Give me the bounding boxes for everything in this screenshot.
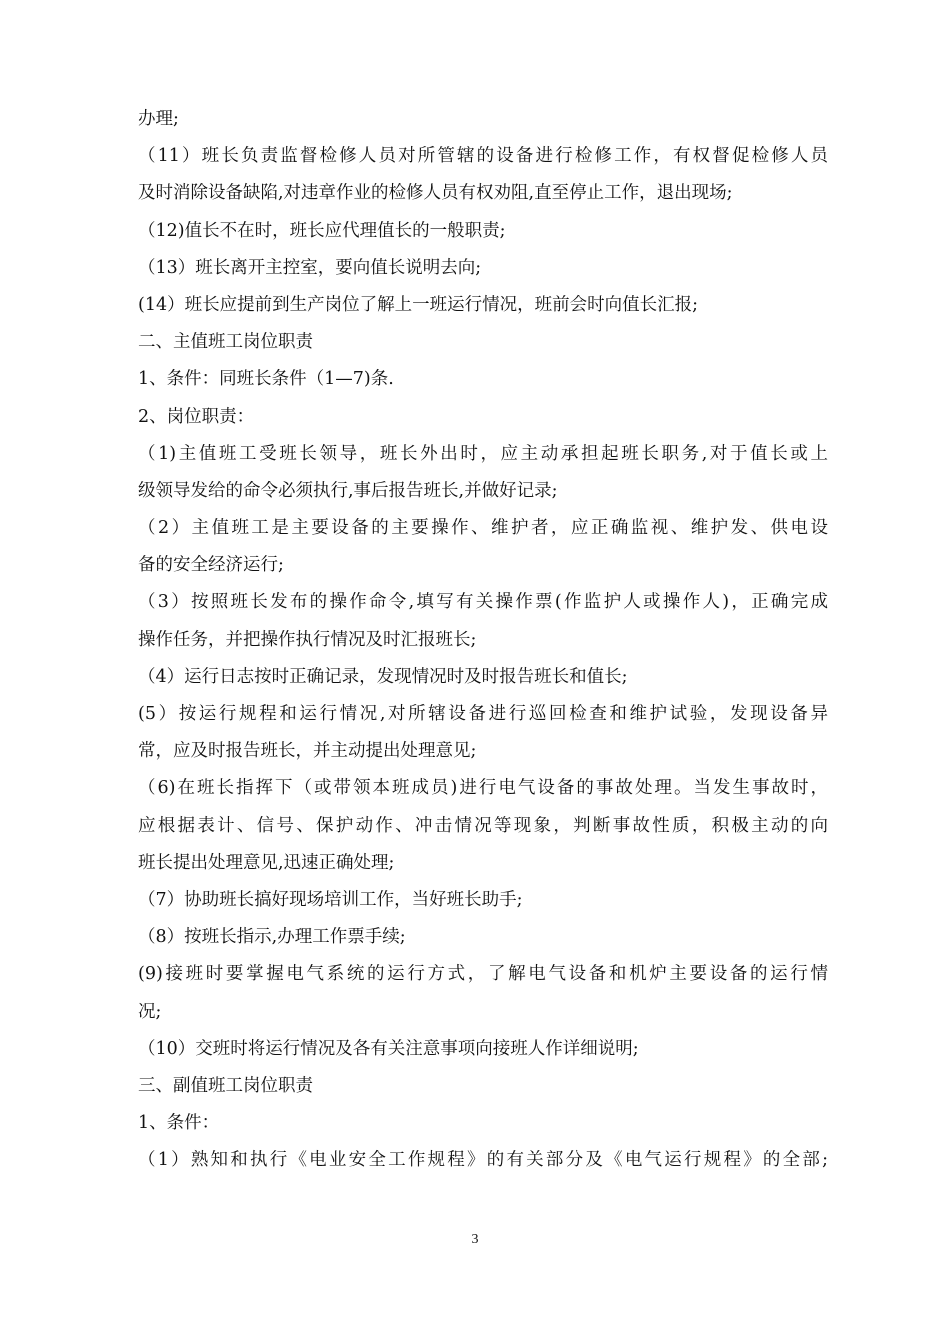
text-line: 1、条件：同班长条件（1—7)条. xyxy=(138,369,394,390)
text-line: （7）协助班长搞好现场培训工作，当好班长助手; xyxy=(138,889,523,910)
text-line: （1）熟知和执行《电业安全工作规程》的有关部分及《电气运行规程》的全部; xyxy=(138,1150,828,1171)
text-line: 应根据表计、信号、保护动作、冲击情况等现象，判断事故性质，积极主动的向 xyxy=(138,815,828,836)
text-line: 办理; xyxy=(138,109,179,129)
text-line: 2、岗位职责： xyxy=(138,406,255,427)
text-line: （11）班长负责监督检修人员对所管辖的设备进行检修工作，有权督促检修人员 xyxy=(138,146,828,167)
text-line: 常，应及时报告班长，并主动提出处理意见; xyxy=(138,741,477,762)
text-line: 况; xyxy=(138,1001,162,1022)
text-line: 备的安全经济运行; xyxy=(138,555,284,576)
page-number: 3 xyxy=(471,1232,479,1247)
text-line: （10）交班时将运行情况及各有关注意事项向接班人作详细说明; xyxy=(138,1038,639,1059)
text-line: （6)在班长指挥下（或带领本班成员)进行电气设备的事故处理。当发生事故时， xyxy=(138,778,828,799)
text-line: 班长提出处理意见,迅速正确处理; xyxy=(138,852,395,873)
text-line: 操作任务，并把操作执行情况及时汇报班长; xyxy=(138,629,477,650)
text-line: 1、条件： xyxy=(138,1113,220,1134)
text-line: （4）运行日志按时正确记录，发现情况时及时报告班长和值长; xyxy=(138,666,628,687)
text-line: (5）按运行规程和运行情况,对所辖设备进行巡回检查和维护试验，发现设备异 xyxy=(138,704,828,724)
document-body xyxy=(138,101,828,1179)
text-line: （2）主值班工是主要设备的主要操作、维护者，应正确监视、维护发、供电设 xyxy=(138,518,828,539)
text-line: （13）班长离开主控室，要向值长说明去向; xyxy=(138,257,482,278)
text-line: 及时消除设备缺陷,对违章作业的检修人员有权劝阻,直至停止工作，退出现场; xyxy=(138,183,733,204)
section-heading: 三、副值班工岗位职责 xyxy=(138,1075,313,1096)
text-line: (9)接班时要掌握电气系统的运行方式，了解电气设备和机炉主要设备的运行情 xyxy=(138,964,828,985)
text-line: （3）按照班长发布的操作命令,填写有关操作票(作监护人或操作人)，正确完成 xyxy=(138,592,828,613)
text-line: 级领导发给的命令必须执行,事后报告班长,并做好记录; xyxy=(138,480,558,501)
text-line: (14）班长应提前到生产岗位了解上一班运行情况，班前会时向值长汇报; xyxy=(138,294,698,315)
text-line: （1)主值班工受班长领导，班长外出时，应主动承担起班长职务,对于值长或上 xyxy=(138,443,828,464)
text-line: （12)值长不在时，班长应代理值长的一般职责; xyxy=(138,220,506,241)
section-heading: 二、主值班工岗位职责 xyxy=(138,332,313,353)
text-line: （8）按班长指示,办理工作票手续; xyxy=(138,927,406,948)
